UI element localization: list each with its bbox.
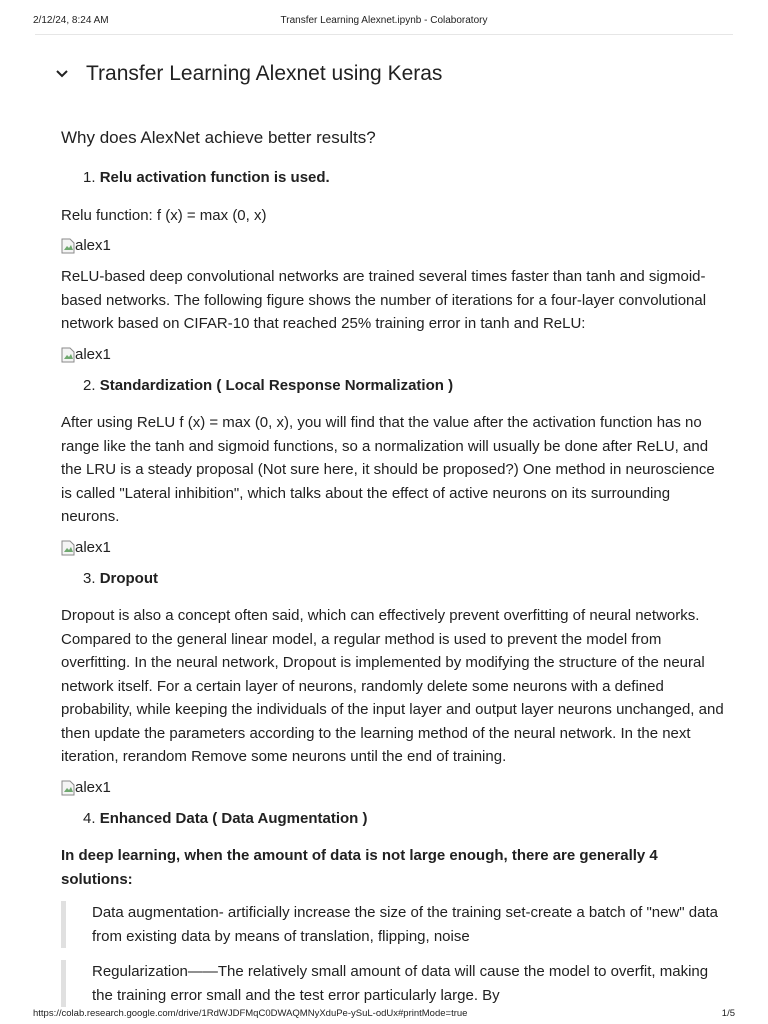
list-item-label: Standardization ( Local Response Normalization ) [99,376,454,394]
image-placeholder [61,537,727,559]
print-doc-title: Transfer Learning Alexnet.ipynb - Colaboratory [280,15,488,26]
blockquote [61,960,727,1007]
list-number: 3. [83,569,96,587]
bold-statement: In deep learning, when the amount of data is not large enough, there are generally 4 solutions: [61,847,658,888]
broken-image-icon [61,238,75,254]
section-header[interactable] [52,62,442,86]
blockquote-text: Regularization——The relatively small amount of data will cause the model to overfit, making the training error small and the test error particularly large. By [92,963,709,1004]
relu-formula: Relu function: f (x) = max (0, x) [61,206,267,224]
list-item-label: Enhanced Data ( Data Augmentation ) [99,809,368,827]
list-item-1 [61,166,727,190]
header-divider [35,34,733,35]
image-alt-text: alex1 [75,538,111,556]
paragraph: Dropout is also a concept often said, which can effectively prevent overfitting of neural networks. Compared to the general linear model, a regular method is used to prevent the model from overfitting. In the neural network, Dropout is implemented by modifying the structure of the neural network itself. For a certain layer of neurons, randomly delete some neurons with a defined probability, while keeping the individuals of the input layer and output layer neurons unchanged, and then update the parameters according to the learning method of the neural network. In the next iteration, rerandom Remove some neurons until the end of training. [61,607,724,765]
list-number: 1. [83,169,96,186]
broken-image-icon [61,540,75,556]
image-placeholder [61,344,727,366]
image-alt-text: alex1 [75,237,111,255]
paragraph: ReLU-based deep convolutional networks are trained several times faster than tanh and sigmoid-based networks. The following figure shows the number of iterations for a four-layer convolutional network based on CIFAR-10 that reached 25% training error in tanh and ReLU: [61,268,707,332]
list-number: 4. [83,809,96,827]
markdown-cell [61,126,727,1019]
list-item-4 [61,807,727,831]
list-number: 2. [83,376,96,394]
blockquote [61,901,727,948]
image-alt-text: alex1 [75,778,111,796]
section-title: Transfer Learning Alexnet using Keras [86,62,443,85]
question-text: Why does AlexNet achieve better results? [61,128,376,147]
paragraph: After using ReLU f (x) = max (0, x), you will find that the value after the activation function has no range like the tanh and sigmoid functions, so a normalization will usually be done after ReLU, and the LRU is a steady proposal (Not sure here, it should be proposed?) One method in neuroscience is called "Lateral inhibition", which talks about the effect of active neurons on its surrounding neurons. [61,414,715,525]
blockquote-text: Data augmentation- artificially increase the size of the training set-create a batch of "new" data from existing data by means of translation, flipping, noise [92,904,718,945]
image-alt-text: alex1 [75,345,111,363]
list-item-3 [61,567,727,591]
list-item-label: Dropout [99,569,159,587]
chevron-down-icon[interactable] [52,64,72,84]
broken-image-icon [61,347,75,363]
list-item-label: Relu activation function is used. [99,169,330,186]
image-placeholder [61,777,727,799]
print-datetime: 2/12/24, 8:24 AM [33,15,109,26]
list-item-2 [61,374,727,398]
image-placeholder [61,235,727,257]
print-url[interactable]: https://colab.research.google.com/drive/1RdWJDFMqC0DWAQMNyXduPe-ySuL-odUx#printMode=true [33,1008,468,1019]
page-number: 1/5 [721,1008,735,1019]
broken-image-icon [61,780,75,796]
